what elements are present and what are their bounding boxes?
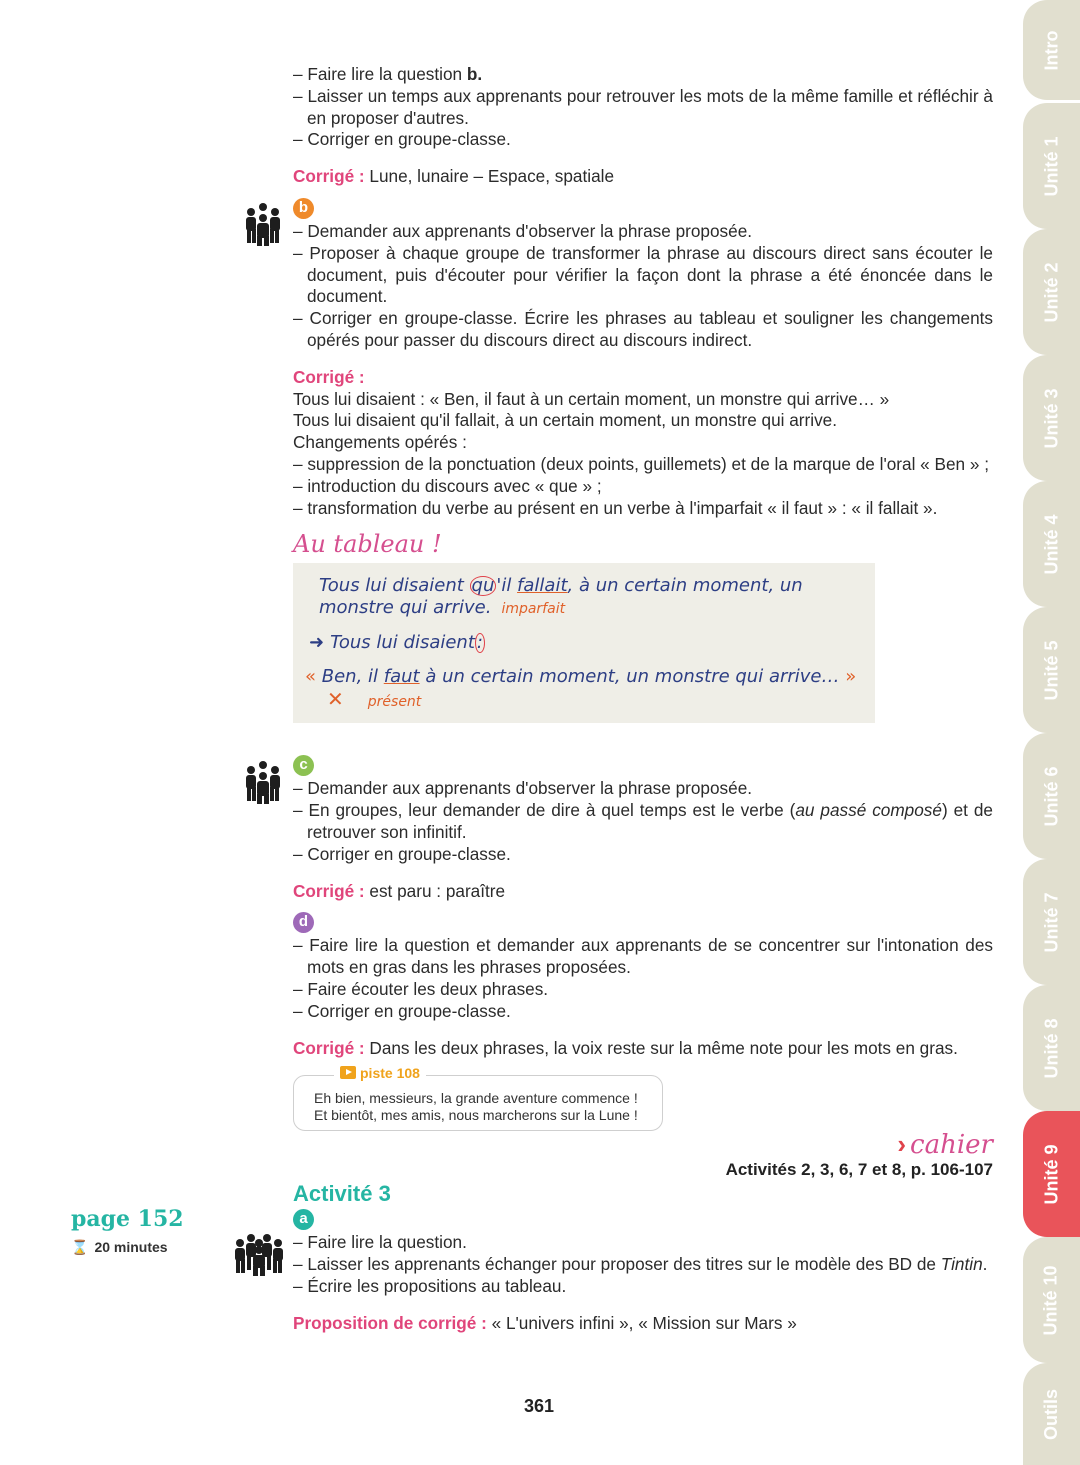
instruction-item: – Faire lire la question et demander aux apprenants de se concentrer sur l'intonation des mots en gras dans les phrases proposées. xyxy=(293,935,993,978)
whiteboard xyxy=(293,563,875,723)
annotation-present: présent xyxy=(367,694,422,711)
corrige-line: Tous lui disaient : « Ben, il faut à un certain moment, un monstre qui arrive… » xyxy=(293,388,890,409)
tab-unite-10[interactable]: Unité 10 xyxy=(1023,1237,1080,1363)
instruction-item: – Proposer à chaque groupe de transformer la phrase au discours direct sans écouter le document, puis d'écouter pour vérifier la façon dont la phrase a été énoncée dans le document. xyxy=(293,242,993,307)
badge-c: c xyxy=(293,755,314,776)
change-item: – suppression de la ponctuation (deux points, guillemets) et de la marque de l'oral « Ben » ; xyxy=(293,453,989,474)
board-line: monstre qui arrive. imparfait xyxy=(319,597,566,619)
badge-a: a xyxy=(293,1209,314,1230)
class-group-icon xyxy=(234,1232,284,1276)
badge-d: d xyxy=(293,912,314,933)
transcript-line: Et bientôt, mes amis, nous marcherons sur la Lune ! xyxy=(314,1107,638,1124)
question-b-instructions xyxy=(293,64,993,151)
circled-word: qu xyxy=(471,575,495,597)
instruction-item: – Demander aux apprenants d'observer la phrase proposée. xyxy=(293,220,753,241)
transcript-line: Eh bien, messieurs, la grande aventure commence ! xyxy=(314,1090,638,1107)
instruction-item: – Faire écouter les deux phrases. xyxy=(293,978,549,999)
tab-unite-6[interactable]: Unité 6 xyxy=(1023,733,1080,859)
play-icon[interactable] xyxy=(340,1066,356,1079)
instruction-item: – Corriger en groupe-classe. Écrire les phrases au tableau et souligner les changements opérés pour passer du discours direct au discours indirect. xyxy=(293,308,993,350)
tab-outils[interactable]: Outils xyxy=(1023,1363,1080,1465)
cahier-activities: Activités 2, 3, 6, 7 et 8, p. 106-107 xyxy=(725,1160,993,1180)
unit-tabs xyxy=(1023,0,1080,1465)
instruction-item: – Écrire les propositions au tableau. xyxy=(293,1275,567,1296)
corrige-label: Corrigé : xyxy=(293,166,365,187)
audio-track-button[interactable]: piste 108 xyxy=(334,1065,426,1082)
circled-colon: : xyxy=(476,632,483,654)
tab-unite-4[interactable]: Unité 4 xyxy=(1023,481,1080,607)
duration: ⌛ 20 minutes xyxy=(71,1239,168,1255)
corrige: Corrigé : Dans les deux phrases, la voix reste sur la même note pour les mots en gras. xyxy=(293,1037,958,1058)
tab-unite-1[interactable]: Unité 1 xyxy=(1023,103,1080,229)
board-heading: Au tableau ! xyxy=(293,530,442,559)
tab-unite-2[interactable]: Unité 2 xyxy=(1023,229,1080,355)
tab-unite-8[interactable]: Unité 8 xyxy=(1023,985,1080,1111)
activity-title: Activité 3 xyxy=(293,1181,391,1207)
activity-meta xyxy=(71,1205,184,1256)
corrige: Corrigé : est paru : paraître xyxy=(293,880,506,901)
section-c xyxy=(293,753,993,902)
page-number: 361 xyxy=(524,1396,555,1416)
board-line xyxy=(327,688,859,713)
cahier-label: cahier xyxy=(910,1130,993,1161)
board-line: « Ben, il faut à un certain moment, un monstre qui arrive… » xyxy=(305,666,857,688)
page-reference: page 152 xyxy=(71,1206,184,1232)
badge-b: b xyxy=(293,198,314,219)
activity-3 xyxy=(293,1181,993,1334)
change-item: – transformation du verbe au présent en un verbe à l'imparfait « il faut » : « il fallait ». xyxy=(293,497,938,518)
instruction-item: – Corriger en groupe-classe. xyxy=(293,1000,511,1021)
instruction-item: – Corriger en groupe-classe. xyxy=(293,843,511,864)
corrige-label: Corrigé : xyxy=(293,366,365,387)
board-line: ➜ Tous lui disaient : xyxy=(309,632,483,654)
tab-unite-3[interactable]: Unité 3 xyxy=(1023,355,1080,481)
group-work-icon xyxy=(245,760,281,804)
corrige: Proposition de corrigé : « L'univers infini », « Mission sur Mars » xyxy=(293,1312,797,1333)
section-b xyxy=(293,196,993,519)
tab-unite-5[interactable]: Unité 5 xyxy=(1023,607,1080,733)
instruction-item: – En groupes, leur demander de dire à quel temps est le verbe (au passé composé) et de retrouver son infinitif. xyxy=(293,800,993,842)
tab-unite-9[interactable]: Unité 9 xyxy=(1023,1111,1080,1237)
instruction-item: – Laisser les apprenants échanger pour proposer des titres sur le modèle des BD de Tintin. xyxy=(293,1254,988,1275)
main-content xyxy=(293,64,993,1335)
instruction-item: – Faire lire la question. xyxy=(293,1232,467,1253)
section-d xyxy=(293,910,993,1059)
group-work-icon xyxy=(245,202,281,246)
instruction-item: – Laisser un temps aux apprenants pour retrouver les mots de la même famille et réfléchir à en proposer d'autres. xyxy=(293,85,993,128)
audio-transcript-box xyxy=(293,1065,663,1131)
board-line: Tous lui disaient qu 'il fallait, à un certain moment, un xyxy=(319,575,803,597)
corrige: Corrigé : Lune, lunaire – Espace, spatiale xyxy=(293,166,615,187)
workbook-reference xyxy=(293,1131,993,1181)
chevron-right-icon: › xyxy=(897,1129,907,1160)
corrige-line: Tous lui disaient qu'il fallait, à un certain moment, un monstre qui arrive. xyxy=(293,410,837,431)
corrige-line: Changements opérés : xyxy=(293,432,467,453)
instruction-item: – Corriger en groupe-classe. xyxy=(293,129,511,150)
instruction-item: – Demander aux apprenants d'observer la phrase proposée. xyxy=(293,778,753,799)
instruction-item: – Faire lire la question b. xyxy=(293,64,483,84)
annotation-imparfait: imparfait xyxy=(501,601,566,618)
change-item: – introduction du discours avec « que » ; xyxy=(293,475,602,496)
tab-unite-7[interactable]: Unité 7 xyxy=(1023,859,1080,985)
hourglass-icon: ⌛ xyxy=(71,1239,89,1255)
tab-intro[interactable]: Intro xyxy=(1023,0,1080,100)
arrow-right-icon: ➜ xyxy=(309,632,325,654)
cross-icon: ✕ xyxy=(327,687,344,712)
